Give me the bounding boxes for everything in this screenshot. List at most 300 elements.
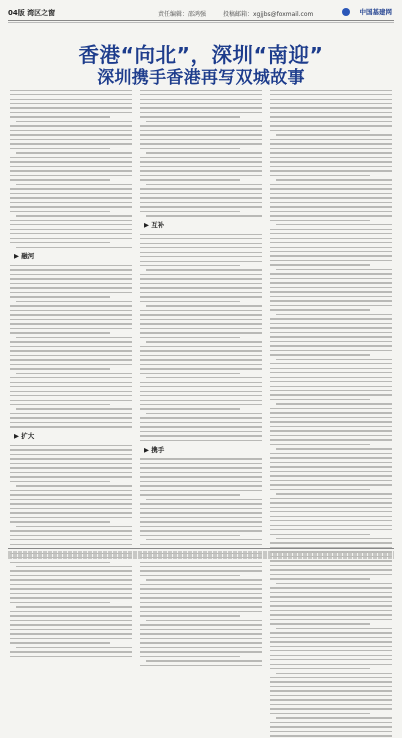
text-line: [270, 121, 392, 122]
text-line: [10, 355, 132, 356]
text-line: [140, 332, 262, 333]
text-line: [10, 305, 132, 306]
text-line: [276, 583, 392, 584]
text-line: [146, 152, 262, 153]
text-line: [270, 139, 392, 140]
section-subhead: ▶ 携手: [144, 445, 165, 454]
text-line: [276, 403, 392, 404]
text-line: [10, 602, 110, 603]
text-line: [10, 341, 132, 342]
text-line: [140, 490, 262, 491]
text-line: [10, 188, 132, 189]
text-line: [140, 193, 262, 194]
text-line: [140, 350, 262, 351]
text-line: [270, 713, 370, 714]
text-line: [140, 395, 262, 396]
text-line: [10, 107, 132, 108]
text-line: [10, 364, 132, 365]
text-line: [140, 179, 240, 180]
text-line: [270, 412, 392, 413]
text-line: [270, 587, 392, 588]
text-line: [270, 421, 392, 422]
text-line: [10, 395, 132, 396]
text-line: [140, 391, 262, 392]
text-line: [270, 726, 392, 727]
text-line: [276, 359, 392, 360]
text-line: [270, 439, 392, 440]
text-line: [270, 394, 392, 395]
text-line: [10, 570, 132, 571]
text-line: [146, 579, 262, 580]
text-line: [270, 336, 392, 337]
text-line: [16, 566, 132, 567]
text-line: [10, 508, 132, 509]
text-line: [276, 314, 392, 315]
text-line: [10, 292, 132, 293]
text-line: [270, 197, 392, 198]
text-line: [10, 656, 132, 657]
text-line: [140, 143, 262, 144]
text-line: [140, 148, 240, 149]
text-line: [10, 206, 132, 207]
text-line: [10, 278, 132, 279]
section-label: 04版 湾区之窗: [8, 9, 56, 17]
text-line: [270, 502, 392, 503]
text-line: [140, 530, 262, 531]
text-line: [270, 193, 392, 194]
text-line: [10, 99, 132, 100]
text-line: [270, 305, 392, 306]
text-line: [10, 166, 132, 167]
text-line: [140, 283, 262, 284]
text-line: [10, 238, 132, 239]
text-line: [140, 517, 262, 518]
text-line: [10, 229, 132, 230]
text-line: [140, 319, 262, 320]
text-line: [270, 525, 392, 526]
text-line: [270, 650, 392, 651]
text-line: [270, 296, 392, 297]
text-line: [270, 260, 392, 261]
text-line: [270, 542, 392, 543]
text-line: [276, 538, 392, 539]
text-line: [270, 507, 392, 508]
text-line: [270, 641, 392, 642]
text-line: [270, 560, 392, 561]
text-line: [10, 584, 132, 585]
text-line: [10, 499, 132, 500]
text-line: [10, 211, 110, 212]
text-line: [276, 134, 392, 135]
text-line: [140, 99, 262, 100]
text-line: [276, 448, 392, 449]
text-line: [10, 391, 132, 392]
text-line: [270, 659, 392, 660]
text-line: [140, 337, 240, 338]
text-line: [146, 269, 262, 270]
text-line: [270, 255, 392, 256]
text-line: [140, 364, 262, 365]
text-line: [270, 341, 392, 342]
text-line: [10, 512, 132, 513]
article-column-1: [10, 88, 132, 659]
text-line: [140, 261, 262, 262]
text-line: [140, 125, 262, 126]
text-line: [270, 323, 392, 324]
text-line: [10, 517, 132, 518]
text-line: [270, 345, 392, 346]
text-line: [10, 404, 110, 405]
header-rule-secondary: [8, 22, 394, 23]
text-line: [270, 426, 392, 427]
text-line: [270, 238, 392, 239]
text-line: [140, 593, 262, 594]
text-line: [10, 170, 132, 171]
text-line: [10, 274, 132, 275]
text-line: [140, 633, 262, 634]
text-line: [270, 90, 392, 91]
text-line: [140, 274, 262, 275]
text-line: [140, 234, 262, 235]
text-line: [10, 323, 132, 324]
text-line: [140, 400, 262, 401]
text-line: [10, 629, 132, 630]
text-line: [276, 224, 392, 225]
text-line: [270, 112, 392, 113]
text-line: [16, 408, 132, 409]
text-line: [270, 318, 392, 319]
text-line: [16, 373, 132, 374]
text-line: [140, 638, 262, 639]
text-line: [10, 454, 132, 455]
text-line: [10, 611, 132, 612]
text-line: [140, 597, 262, 598]
text-line: [140, 112, 262, 113]
text-line: [270, 632, 392, 633]
text-line: [16, 485, 132, 486]
text-line: [270, 202, 392, 203]
text-line: [10, 269, 132, 270]
text-line: [146, 121, 262, 122]
text-line: [140, 665, 262, 666]
text-line: [270, 614, 392, 615]
text-line: [270, 578, 370, 579]
text-line: [140, 265, 240, 266]
text-line: [10, 242, 110, 243]
text-line: [140, 485, 262, 486]
text-line: [270, 103, 392, 104]
text-line: [140, 642, 262, 643]
text-line: [140, 90, 262, 91]
text-line: [140, 296, 262, 297]
text-line: [270, 390, 392, 391]
text-line: [270, 677, 392, 678]
text-line: [10, 382, 132, 383]
text-line: [10, 359, 132, 360]
text-line: [10, 588, 132, 589]
text-line: [276, 269, 392, 270]
text-line: [270, 498, 392, 499]
text-line: [10, 530, 132, 531]
text-line: [270, 215, 392, 216]
text-line: [270, 309, 370, 310]
body-text-block: [10, 263, 132, 429]
text-line: [140, 611, 262, 612]
text-line: [140, 535, 240, 536]
text-line: [270, 386, 392, 387]
text-line: [270, 282, 392, 283]
text-line: [140, 656, 240, 657]
text-line: [10, 103, 132, 104]
text-line: [10, 481, 110, 482]
text-line: [270, 287, 392, 288]
text-line: [10, 265, 132, 266]
text-line: [140, 417, 262, 418]
text-line: [270, 242, 392, 243]
text-line: [270, 735, 392, 736]
text-line: [140, 615, 240, 616]
page-header: [8, 7, 394, 21]
text-line: [10, 472, 132, 473]
text-line: [140, 328, 262, 329]
text-line: [10, 130, 132, 131]
text-line: [10, 193, 132, 194]
submission-email: 投稿邮箱：xgjjbs@foxmail.com: [223, 11, 314, 18]
text-line: [270, 574, 392, 575]
text-line: [146, 377, 262, 378]
text-line: [140, 476, 262, 477]
text-line: [270, 372, 392, 373]
text-line: [10, 651, 132, 652]
text-line: [10, 422, 132, 423]
text-line: [270, 435, 392, 436]
text-line: [270, 211, 392, 212]
text-line: [270, 184, 392, 185]
text-line: [10, 638, 132, 639]
text-line: [10, 139, 132, 140]
text-line: [270, 668, 370, 669]
text-line: [16, 184, 132, 185]
text-line: [270, 278, 392, 279]
text-line: [140, 404, 262, 405]
text-line: [270, 565, 392, 566]
text-line: [270, 664, 392, 665]
text-line: [140, 368, 262, 369]
section-subhead: ▶ 互补: [144, 221, 165, 230]
text-line: [10, 503, 132, 504]
text-line: [270, 264, 370, 265]
text-line: [10, 125, 132, 126]
text-line: [140, 544, 262, 545]
text-line: [10, 220, 132, 221]
text-line: [140, 526, 262, 527]
text-line: [10, 642, 110, 643]
article-column-3: [270, 88, 392, 738]
editor-credit: 责任编辑：邵鸿强: [158, 11, 207, 18]
text-line: [270, 596, 392, 597]
text-line: [270, 722, 392, 723]
text-line: [140, 161, 262, 162]
text-line: [140, 508, 262, 509]
text-line: [10, 476, 132, 477]
text-line: [270, 161, 392, 162]
text-line: [10, 116, 110, 117]
text-line: [10, 157, 132, 158]
text-line: [270, 300, 392, 301]
text-line: [146, 660, 262, 661]
text-line: [270, 148, 392, 149]
text-line: [140, 386, 262, 387]
text-line: [140, 521, 262, 522]
text-line: [10, 386, 132, 387]
text-line: [10, 575, 132, 576]
text-line: [140, 435, 262, 436]
text-line: [270, 534, 370, 535]
text-line: [140, 166, 262, 167]
text-line: [270, 116, 392, 117]
text-line: [276, 628, 392, 629]
text-line: [16, 301, 132, 302]
section-subhead: ▶ 融河: [14, 252, 35, 261]
text-line: [140, 503, 262, 504]
text-line: [270, 489, 370, 490]
text-line: [140, 287, 262, 288]
text-line: [16, 337, 132, 338]
text-line: [270, 332, 392, 333]
text-line: [270, 206, 392, 207]
body-text-block: [140, 232, 262, 443]
text-line: [270, 466, 392, 467]
text-line: [140, 94, 262, 95]
text-line: [10, 400, 132, 401]
text-line: [140, 292, 262, 293]
text-line: [10, 350, 132, 351]
text-line: [140, 310, 262, 311]
text-line: [140, 647, 262, 648]
text-line: [146, 499, 262, 500]
text-line: [270, 220, 370, 221]
text-line: [140, 197, 262, 198]
text-line: [270, 637, 392, 638]
text-line: [270, 273, 392, 274]
text-line: [140, 301, 240, 302]
text-line: [270, 731, 392, 732]
text-line: [140, 314, 262, 315]
text-line: [270, 157, 392, 158]
text-line: [270, 99, 392, 100]
text-line: [140, 256, 262, 257]
text-line: [270, 529, 392, 530]
text-line: [140, 408, 240, 409]
text-line: [270, 695, 392, 696]
text-line: [140, 211, 240, 212]
text-line: [140, 422, 262, 423]
text-line: [140, 602, 262, 603]
text-line: [140, 463, 262, 464]
text-line: [270, 125, 392, 126]
text-line: [270, 229, 392, 230]
text-line: [10, 175, 132, 176]
text-line: [10, 597, 132, 598]
text-line: [146, 413, 262, 414]
text-line: [140, 588, 262, 589]
text-line: [270, 143, 392, 144]
text-line: [10, 202, 132, 203]
text-line: [140, 440, 262, 441]
text-line: [270, 484, 392, 485]
text-line: [10, 467, 132, 468]
text-line: [140, 170, 262, 171]
text-line: [10, 544, 132, 545]
text-line: [270, 175, 370, 176]
text-line: [10, 296, 110, 297]
text-line: [270, 601, 392, 602]
text-line: [140, 134, 262, 135]
text-line: [270, 480, 392, 481]
text-line: [270, 291, 392, 292]
text-line: [270, 381, 392, 382]
text-line: [270, 462, 392, 463]
text-line: [270, 686, 392, 687]
text-line: [270, 623, 370, 624]
text-line: [270, 408, 392, 409]
body-text-block: [270, 88, 392, 738]
text-line: [270, 368, 392, 369]
text-line: [10, 287, 132, 288]
text-line: [10, 624, 132, 625]
text-line: [270, 592, 392, 593]
text-line: [140, 107, 262, 108]
text-line: [140, 570, 262, 571]
text-line: [16, 647, 132, 648]
text-line: [10, 368, 110, 369]
text-line: [140, 651, 262, 652]
text-line: [16, 606, 132, 607]
text-line: [146, 215, 262, 216]
text-line: [10, 148, 110, 149]
body-text-block: [140, 457, 262, 668]
text-line: [10, 143, 132, 144]
text-line: [140, 512, 262, 513]
text-line: [270, 610, 392, 611]
text-line: [10, 494, 132, 495]
text-line: [270, 444, 370, 445]
text-line: [270, 94, 392, 95]
brand-name: 中国基建网: [359, 8, 392, 16]
text-line: [140, 584, 262, 585]
text-line: [140, 202, 262, 203]
text-line: [16, 152, 132, 153]
text-line: [270, 363, 392, 364]
text-line: [146, 620, 262, 621]
text-line: [276, 493, 392, 494]
headline: 香港“向北”，深圳“南迎”: [78, 43, 324, 67]
text-line: [146, 539, 262, 540]
text-line: [10, 633, 132, 634]
text-line: [10, 521, 110, 522]
text-line: [140, 431, 262, 432]
header-rule: [8, 20, 394, 21]
text-line: [270, 655, 392, 656]
text-line: [270, 453, 392, 454]
text-line: [10, 310, 132, 311]
text-line: [140, 606, 262, 607]
text-line: [10, 579, 132, 580]
text-line: [270, 130, 370, 131]
text-line: [10, 90, 132, 91]
text-line: [140, 188, 262, 189]
text-line: [270, 681, 392, 682]
